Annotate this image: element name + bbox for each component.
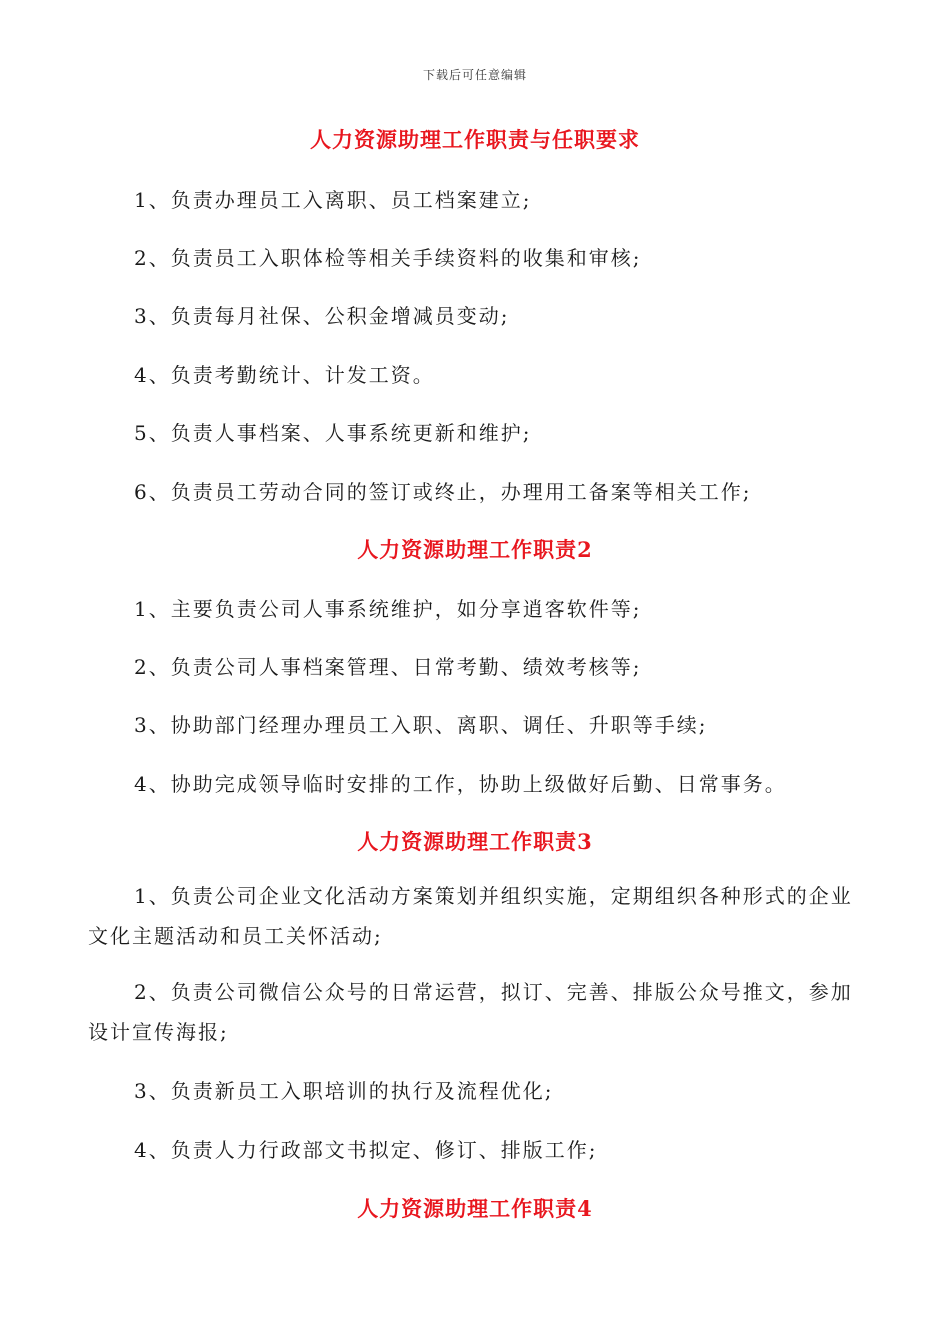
list-item: 3、负责新员工入职培训的执行及流程优化; bbox=[134, 1079, 554, 1103]
list-item: 1、负责公司企业文化活动方案策划并组织实施，定期组织各种形式的企业文化主题活动和员工关怀活动; bbox=[88, 884, 853, 948]
list-item: 1、负责办理员工入离职、员工档案建立; bbox=[134, 188, 532, 212]
section-title-3: 人力资源助理工作职责3 bbox=[357, 829, 593, 854]
list-item: 2、负责员工入职体检等相关手续资料的收集和审核; bbox=[134, 246, 642, 270]
list-item: 1、主要负责公司人事系统维护，如分享逍客软件等; bbox=[134, 597, 642, 621]
list-item: 5、负责人事档案、人事系统更新和维护; bbox=[134, 421, 532, 445]
list-item: 4、协助完成领导临时安排的工作，协助上级做好后勤、日常事务。 bbox=[134, 772, 787, 796]
list-item: 3、协助部门经理办理员工入职、离职、调任、升职等手续; bbox=[134, 713, 708, 737]
section-title-1: 人力资源助理工作职责与任职要求 bbox=[310, 127, 640, 152]
list-item: 6、负责员工劳动合同的签订或终止，办理用工备案等相关工作; bbox=[134, 480, 752, 504]
list-item: 4、负责人力行政部文书拟定、修订、排版工作; bbox=[134, 1138, 598, 1162]
list-item: 3、负责每月社保、公积金增减员变动; bbox=[134, 304, 510, 328]
section-title-2: 人力资源助理工作职责2 bbox=[357, 537, 593, 562]
list-item: 2、负责公司人事档案管理、日常考勤、绩效考核等; bbox=[134, 655, 642, 679]
section-title-4: 人力资源助理工作职责4 bbox=[357, 1196, 593, 1221]
list-item: 2、负责公司微信公众号的日常运营，拟订、完善、排版公众号推文，参加设计宣传海报; bbox=[88, 980, 853, 1044]
header-note: 下载后可任意编辑 bbox=[422, 68, 527, 82]
list-item: 4、负责考勤统计、计发工资。 bbox=[134, 363, 435, 387]
